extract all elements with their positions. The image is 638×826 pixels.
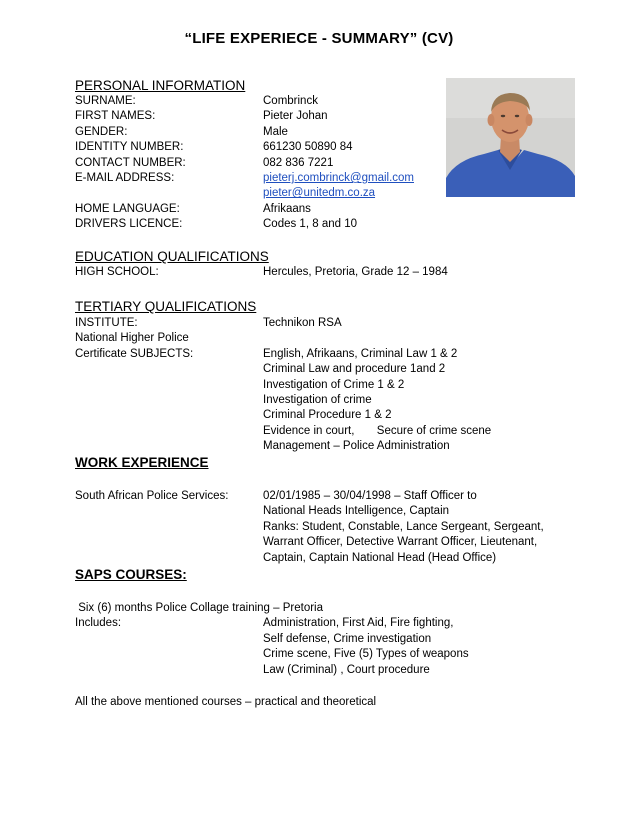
work-line: 02/01/1985 – 30/04/1998 – Staff Officer to: [263, 490, 477, 502]
info-label: CONTACT NUMBER:: [75, 156, 186, 169]
info-value: Codes 1, 8 and 10: [263, 218, 357, 231]
info-value: 082 836 7221: [263, 156, 334, 169]
work-line: Captain, Captain National Head (Head Office): [263, 551, 497, 564]
diploma-line: National Higher Police: [75, 332, 189, 345]
work-line: Ranks: Student, Constable, Lance Sergeant, Sergeant,: [263, 520, 544, 533]
info-label: HOME LANGUAGE:: [75, 203, 180, 215]
portrait-icon: [446, 78, 575, 197]
info-label: GENDER:: [75, 125, 128, 138]
subjects-list: [263, 347, 491, 455]
subject-line: Criminal Procedure 1 & 2: [263, 409, 392, 422]
courses-heading: SAPS COURSES:: [75, 567, 187, 582]
work-line: Warrant Officer, Detective Warrant Officer, Lieutenant,: [263, 536, 538, 549]
includes-line: Administration, First Aid, Fire fighting,: [263, 617, 454, 630]
info-label: DRIVERS LICENCE:: [75, 218, 183, 231]
info-value: Combrinck: [263, 95, 318, 107]
employer-label: South African Police Services:: [75, 490, 229, 502]
subject-line: Management – Police Administration: [263, 440, 450, 453]
includes-list: [263, 616, 469, 678]
info-value: Hercules, Pretoria, Grade 12 – 1984: [263, 266, 448, 278]
work-heading: WORK EXPERIENCE: [75, 455, 209, 470]
diploma-line: Certificate SUBJECTS:: [75, 347, 194, 360]
includes-label: Includes:: [75, 617, 122, 630]
closing-statement: All the above mentioned courses – practical and theoretical: [75, 696, 377, 708]
info-label: E-MAIL ADDRESS:: [75, 172, 175, 184]
includes-line: Self defense, Crime investigation: [263, 632, 432, 645]
email-link-primary[interactable]: pieterj.combrinck@gmail.com: [263, 172, 414, 184]
page-title: “LIFE EXPERIECE - SUMMARY” (CV): [184, 30, 454, 47]
includes-line: Crime scene, Five (5) Types of weapons: [263, 648, 469, 661]
includes-line: Law (Criminal) , Court procedure: [263, 663, 430, 676]
email-link-secondary[interactable]: pieter@unitedm.co.za: [263, 187, 376, 200]
work-details: [263, 489, 544, 566]
education-heading: EDUCATION QUALIFICATIONS: [75, 249, 269, 264]
info-label: SURNAME:: [75, 95, 136, 107]
subject-line: Evidence in court, Secure of crime scene: [263, 424, 492, 437]
info-value: 661230 50890 84: [263, 141, 353, 154]
info-value: Male: [263, 125, 288, 138]
info-label: HIGH SCHOOL:: [75, 266, 159, 278]
info-value: Afrikaans: [263, 203, 311, 215]
work-line: National Heads Intelligence, Captain: [263, 505, 450, 518]
info-value: Technikon RSA: [263, 317, 342, 329]
subject-line: English, Afrikaans, Criminal Law 1 & 2: [263, 347, 458, 360]
info-label: IDENTITY NUMBER:: [75, 141, 184, 154]
info-label: FIRST NAMES:: [75, 110, 156, 123]
info-value: Pieter Johan: [263, 110, 328, 123]
subject-line: Investigation of Crime 1 & 2: [263, 378, 405, 391]
personal-heading: PERSONAL INFORMATION: [75, 78, 246, 93]
tertiary-heading: TERTIARY QUALIFICATIONS: [75, 299, 257, 314]
courses-intro: Six (6) months Police Collage training – Pretoria: [75, 602, 324, 614]
subject-line: Criminal Law and procedure 1and 2: [263, 363, 446, 376]
info-label: INSTITUTE:: [75, 317, 138, 329]
portrait-photo: [446, 78, 575, 197]
subject-line: Investigation of crime: [263, 393, 372, 406]
